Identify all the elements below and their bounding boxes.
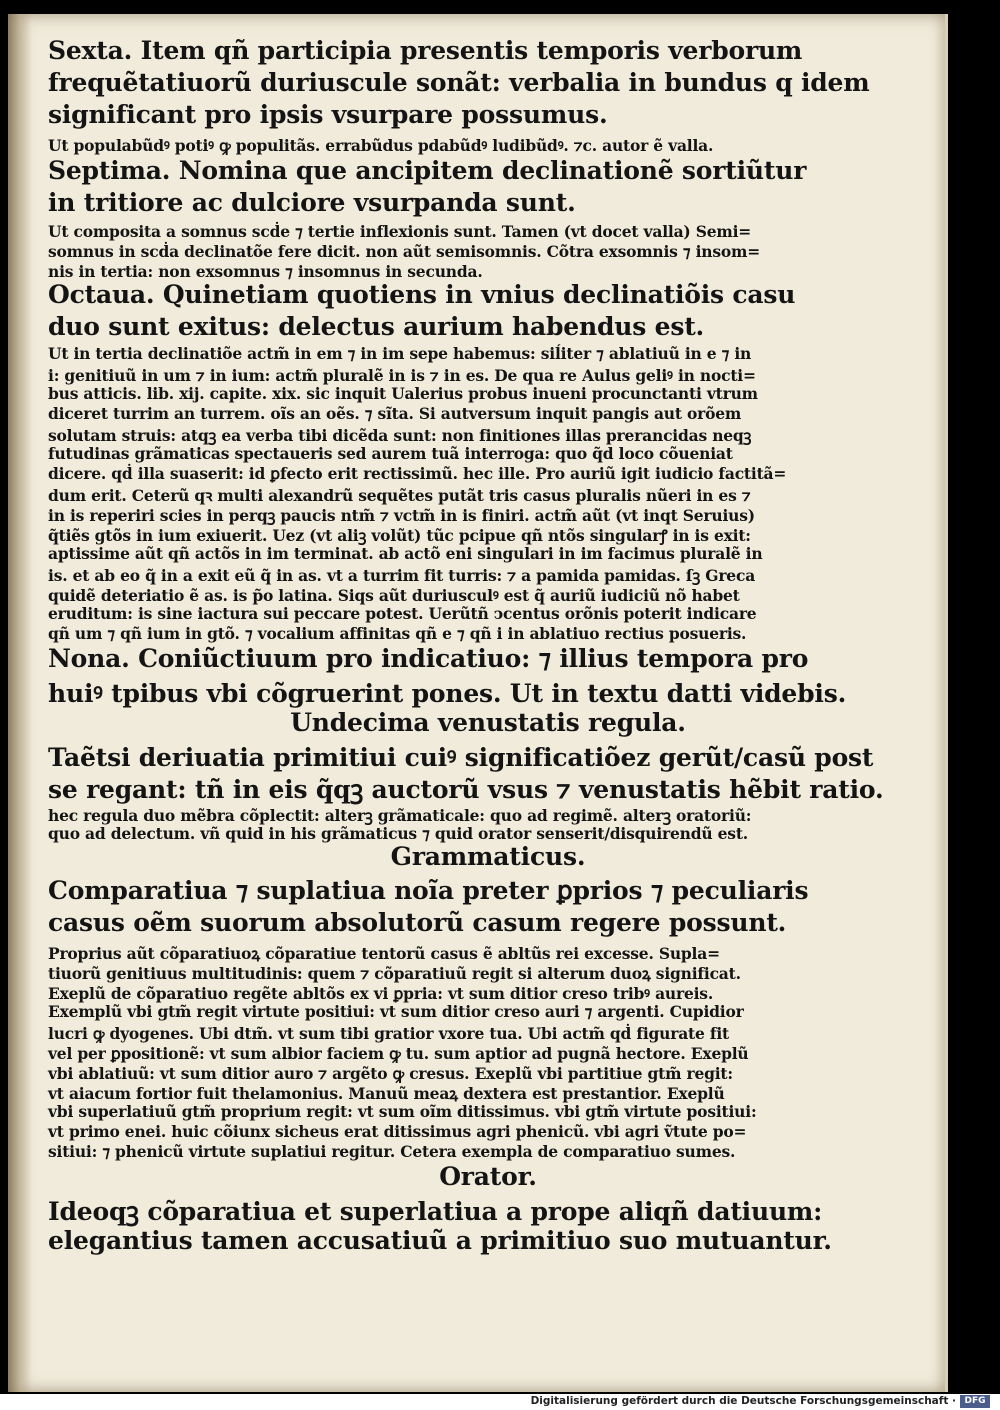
- section-heading: Undecima venustatis regula.: [290, 708, 686, 737]
- section-heading: Grammaticus.: [390, 842, 586, 871]
- text-line: i: genitiuũ in um ⁊ in ium: actm̃ pluralẽ in is ⁊ in es. De qua re Aulus geliꝰ in nocti=: [48, 366, 756, 385]
- footer-credit: Digitalisierung gefördert durch die Deutsche Forschungsgemeinschaft ·: [530, 1395, 956, 1407]
- text-line: is. et ab eo q̃ in a exit eũ q̃ in as. vt a turrim fit turris: ⁊ a pamida pamidas. ſꝫ Greca: [48, 566, 756, 585]
- text-line: dicere. qḋ illa suaserit: id ꝑfecto erit rectissimũ. hec ille. Pro auriũ igit iudicio factitã=: [48, 464, 787, 483]
- text-line: Octaua. Quinetiam quotiens in vnius declinatiõis casu: [48, 280, 796, 309]
- section-heading: Orator.: [439, 1162, 537, 1191]
- text-line: Proprius aũt cõparatiuoꝝ cõparatiue tentorũ casus ẽ abltũs rei excesse. Supla=: [48, 944, 720, 963]
- book-page: [8, 14, 948, 1392]
- text-line: diceret turrim an turrem. oĩs an oẽs. ⁊ sĩta. Si autversum inquit pangis aut orõem: [48, 404, 742, 423]
- text-line: quidẽ deteriatio ẽ as. is p̃o latina. Siqs aũt duriusculꝰ est q̃ auriũ iudiciũ nõ habet: [48, 586, 740, 605]
- text-line: q̃tiẽs gtõs in ium exiuerit. Uez (vt aliꝫ volũt) tũc pcipue qñ ntõs singularꝭ in is exit:: [48, 526, 751, 545]
- text-line: sitiui: ⁊ phenicũ virtute suplatiui regitur. Cetera exempla de comparatiuo sumes.: [48, 1142, 736, 1161]
- text-line: tiuorũ genitiuus multitudinis: quem ⁊ cõparatiuũ regit si alterum duoꝝ significat.: [48, 964, 741, 983]
- text-line: hec regula duo mẽbra cõplectit: alterꝫ grãmaticale: quo ad regimẽ. alterꝫ oratoriũ:: [48, 806, 752, 825]
- text-line: Ideoqꝫ cõparatiua et superlatiua a prope aliqñ datiuum:: [48, 1197, 823, 1226]
- text-line: Ut in tertia declinatiõe actm̃ in em ⁊ in im sepe habemus: siĺiter ⁊ ablatiuũ in e ⁊ in: [48, 344, 752, 363]
- text-line: lucri ꝙ dyogenes. Ubi dtm̃. vt sum tibi gratior vxore tua. Ubi actm̃ qḋ figurate fit: [48, 1024, 729, 1043]
- text-line: elegantius tamen accusatiuũ a primitiuo suo mutuantur.: [48, 1226, 832, 1255]
- text-line: vbi superlatiuũ gtm̃ proprium regit: vt sum oĩm ditissimus. vbi gtm̃ virtute positiui:: [48, 1102, 757, 1121]
- text-line: quo ad delectum. vñ quid in his grãmaticus ⁊ quid orator senserit/disquirendũ est.: [48, 824, 748, 843]
- text-line: nis in tertia: non exsomnus ⁊ insomnus in secunda.: [48, 262, 483, 281]
- text-line: in tritiore ac dulciore vsurpanda sunt.: [48, 188, 576, 217]
- text-line: somnus in scḋa declinatõe fere dicit. non aũt semisomnis. Cõtra exsomnis ⁊ insom=: [48, 242, 761, 261]
- text-line: Ut populabũdꝰ potiꝰ ꝙ populitãs. errabũdus pdabũdꝰ ludibũdꝰ. ⁊c. autor ẽ valla.: [48, 136, 714, 155]
- text-line: vt primo enei. huic cõiunx sicheus erat ditissimus agri phenicũ. vbi agri ṽtute po=: [48, 1122, 747, 1141]
- text-line: vt aiacum fortior fuit thelamonius. Manuũ meaꝝ dextera est prestantior. Exeplũ: [48, 1084, 725, 1103]
- text-line: Taẽtsi deriuatia primitiui cuiꝰ significatiõez gerũt/casũ post: [48, 743, 874, 772]
- text-line: Exeplũ de cõparatiuo regẽte abltõs ex vi ꝑpria: vt sum ditior creso tribꝰ aureis.: [48, 984, 714, 1003]
- text-line: Exemplũ vbi gtm̃ regit virtute positiui: vt sum ditior creso auri ⁊ argenti. Cupidior: [48, 1002, 744, 1021]
- text-line: se regant: tñ in eis q̃qꝫ auctorũ vsus ⁊ venustatis hẽbit ratio.: [48, 775, 884, 804]
- text-line: Ut composita a somnus scḋe ⁊ tertie inflexionis sunt. Tamen (vt docet valla) Semi=: [48, 222, 752, 241]
- text-line: significant pro ipsis vsurpare possumus.: [48, 100, 608, 129]
- text-line: vel per ꝑpositionẽ: vt sum albior faciem ꝙ tu. sum aptior ad pugnã hectore. Exeplũ: [48, 1044, 749, 1063]
- text-line: bus atticis. lib. xij. capite. xix. sic inquit Ualerius probus inueni procunctanti vtrum: [48, 384, 758, 403]
- text-line: Sexta. Item qñ participia presentis temporis verborum: [48, 36, 803, 65]
- text-line: frequẽtatiuorũ duriuscule sonãt: verbalia in bundus q idem: [48, 68, 870, 97]
- text-line: qñ um ⁊ qñ ium in gtõ. ⁊ vocalium affinitas qñ e ⁊ qñ i in ablatiuo rectius posueris.: [48, 624, 747, 643]
- dfg-logo: DFG: [960, 1395, 990, 1408]
- text-line: casus oẽm suorum absolutorũ casum regere possunt.: [48, 908, 787, 937]
- text-line: aptissime aũt qñ actõs in im terminat. ab actõ eni singulari in im facimus pluralẽ in: [48, 544, 763, 563]
- text-line: vbi ablatiuũ: vt sum ditior auro ⁊ argẽto ꝙ cresus. Exeplũ vbi partitiue gtm̃ regit:: [48, 1064, 733, 1083]
- footer-bar: [0, 1394, 1000, 1410]
- text-line: Septima. Nomina que ancipitem declinationẽ sortiũtur: [48, 156, 807, 185]
- text-line: Comparatiua ⁊ suplatiua noĩa preter ꝑprios ⁊ peculiaris: [48, 876, 809, 905]
- text-line: eruditum: is sine iactura sui peccare potest. Uerũtñ ↄcentus orõnis poterit indicare: [48, 604, 757, 623]
- text-line: dum erit. Ceterũ qꝛ multi alexandrũ sequẽtes putãt tris casus pluralis nũeri in es ⁊: [48, 486, 751, 505]
- text-line: solutam struis: atqꝫ ea verba tibi dicẽda sunt: non finitiones illas prerancidas neqꝫ: [48, 426, 752, 445]
- text-line: futudinas grãmaticas spectaueris sed aurem tuã interroga: quo q̃d loco cõueniat: [48, 444, 733, 463]
- text-line: huiꝰ tpibus vbi cõgruerint pones. Ut in textu datti videbis.: [48, 679, 847, 708]
- text-line: Nona. Coniũctiuum pro indicatiuo: ⁊ illius tempora pro: [48, 644, 809, 673]
- text-line: in is reperiri scies in perqꝫ paucis ntm̃ ⁊ vctm̃ in is finiri. actm̃ aũt (vt inqt Seruius): [48, 506, 755, 525]
- text-line: duo sunt exitus: delectus aurium habendus est.: [48, 312, 705, 341]
- page-gutter-shadow: [8, 14, 32, 1392]
